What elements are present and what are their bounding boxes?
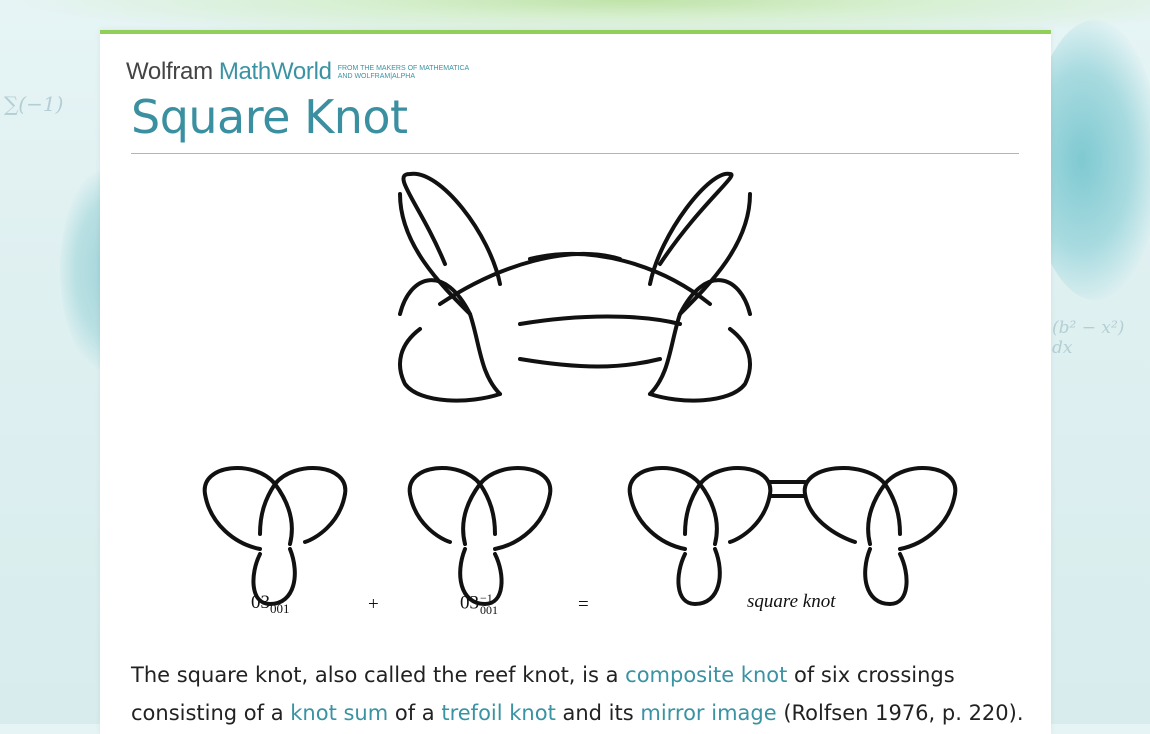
trefoil-knot-diagram <box>205 468 346 604</box>
label-plus: + <box>368 594 379 615</box>
composite-knot-diagram <box>630 468 956 604</box>
label-trefoil-sub: 001 <box>270 600 290 616</box>
logo-tagline-line1: FROM THE MAKERS OF MATHEMATICA <box>337 65 470 72</box>
article-card <box>100 30 1051 734</box>
link-trefoil-knot[interactable]: trefoil knot <box>441 701 556 725</box>
mirror-trefoil-knot-diagram <box>410 468 551 604</box>
intro-paragraph <box>131 656 1031 732</box>
background-formula-left: ∑(−1) <box>4 92 64 116</box>
link-mirror-image[interactable]: mirror image <box>640 701 777 725</box>
label-square-knot-text: square knot <box>747 591 836 612</box>
para-text-5: (Rolfsen 1976, p. 220). <box>776 701 1024 725</box>
label-trefoil <box>251 592 290 617</box>
logo-tagline <box>338 65 469 81</box>
para-text-1: The square knot, also called the reef knot, is a <box>131 663 626 687</box>
square-knot-diagram <box>400 174 750 401</box>
label-mirror-trefoil <box>460 592 498 616</box>
label-mirror-main: 03 <box>460 592 479 614</box>
logo-mathworld-text: MathWorld <box>218 58 332 85</box>
page-title: Square Knot <box>131 90 408 144</box>
logo-tagline-line2: AND WOLFRAM|ALPHA <box>337 73 415 80</box>
background-formula-right: (b² − x²) dx <box>1052 318 1125 358</box>
label-trefoil-main: 03 <box>251 592 270 613</box>
label-mirror-sup: −1 <box>480 591 493 605</box>
label-square-knot <box>747 591 835 613</box>
para-text-2: of six crossings consisting of a <box>131 663 955 725</box>
title-divider <box>131 153 1019 154</box>
link-knot-sum[interactable]: knot sum <box>290 701 389 725</box>
para-text-4: and its <box>555 701 641 725</box>
para-text-3: of a <box>388 701 442 725</box>
label-equals: = <box>578 594 589 615</box>
site-logo[interactable] <box>126 58 469 86</box>
label-mirror-sub: 001 <box>480 603 498 617</box>
square-knot-figure <box>100 164 1051 624</box>
logo-wolfram-text: Wolfram <box>126 58 213 85</box>
link-composite-knot[interactable]: composite knot <box>625 663 788 687</box>
